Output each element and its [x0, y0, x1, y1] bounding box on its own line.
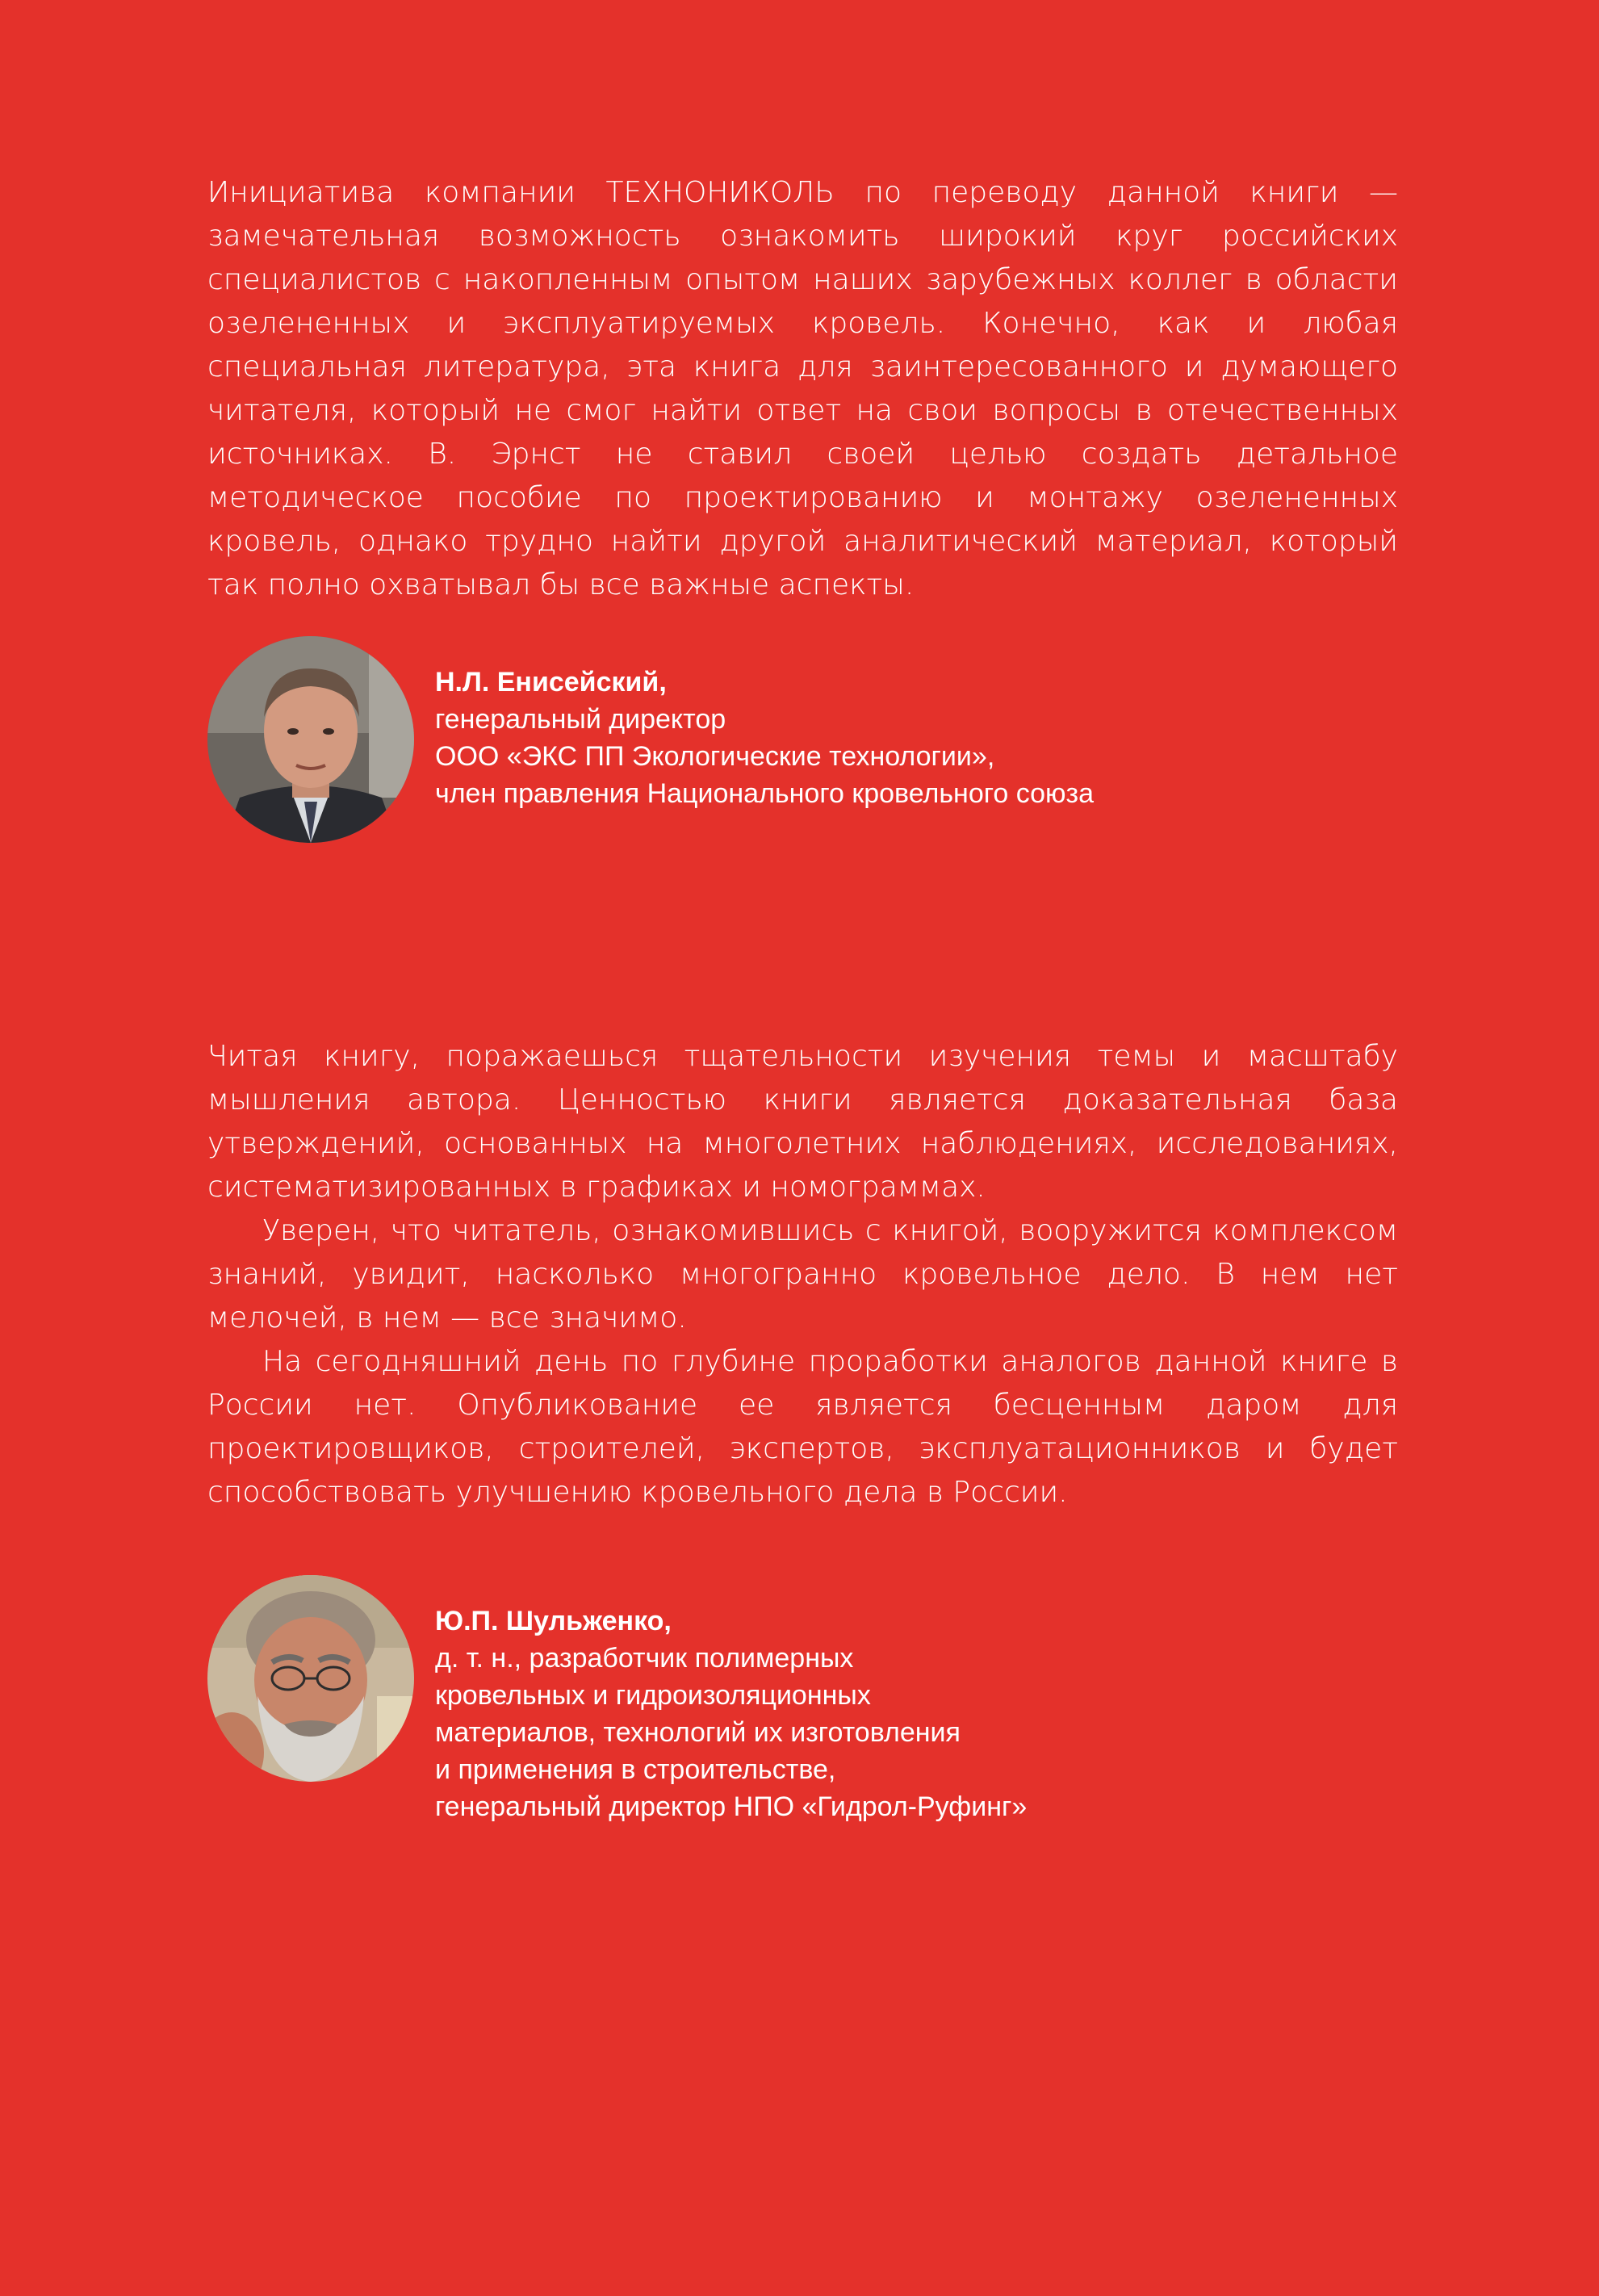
- foreword-text-1: [207, 171, 1398, 607]
- author-title-line: материалов, технологий их изготовления: [435, 1717, 961, 1748]
- paragraph: Читая книгу, поражаешься тщательности изучения темы и масштабу мышления автора. Ценностью книги является доказательная база утверждений, основанных на многолетних наблюдениях, исследованиях, систематизированных в графиках и номограммах.: [207, 1040, 1398, 1204]
- paragraph: Инициатива компании ТЕХНОНИКОЛЬ по переводу данной книги — замечательная возможность ознакомить широкий круг российских специалистов с накопленным опытом наших зарубежных коллег в области озелененных и эксплуатируемых кровель. Конечно, как и любая специальная литература, эта книга для заинтересованного и думающего читателя, который не смог найти ответ на свои вопросы в отечественных источниках. В. Эрнст не ставил своей целью создать детальное методическое пособие по проектированию и монтажу озелененных кровель, однако трудно найти другой аналитический материал, который так полно охватывал бы все важные аспекты.: [207, 176, 1398, 601]
- author-card-1: [207, 636, 1398, 843]
- author-photo-2: [207, 1575, 414, 1782]
- author-title-line: член правления Национального кровельного союза: [435, 778, 1095, 809]
- author-title-line: кровельных и гидроизоляционных: [435, 1680, 871, 1711]
- paragraph: На сегодняшний день по глубине проработки аналогов данной книге в России нет. Опубликование ее является бесценным даром для проектировщиков, строителей, экспертов, эксплуатационников и будет способствовать улучшению кровельного дела в России.: [207, 1345, 1398, 1509]
- foreword-text-2: [207, 1035, 1398, 1515]
- author-info-1: [435, 664, 1094, 812]
- author-name: Ю.П. Шульженко,: [435, 1606, 672, 1636]
- paragraph: Уверен, что читатель, ознакомившись с книгой, вооружится комплексом знаний, увидит, насколько многогранно кровельное дело. В нем нет мелочей, в нем — все значимо.: [207, 1214, 1398, 1334]
- author-title-line: генеральный директор: [435, 704, 726, 735]
- author-title-line: д. т. н., разработчик полимерных: [435, 1643, 854, 1674]
- author-title-line: генеральный директор НПО «Гидрол-Руфинг»: [435, 1791, 1028, 1822]
- author-title-line: ООО «ЭКС ПП Экологические технологии»,: [435, 741, 995, 772]
- author-title-line: и применения в строительстве,: [435, 1754, 836, 1785]
- author-info-2: [435, 1603, 1027, 1825]
- author-card-2: [207, 1575, 1398, 1822]
- author-name: Н.Л. Енисейский,: [435, 667, 667, 698]
- author-photo-1: [207, 636, 414, 843]
